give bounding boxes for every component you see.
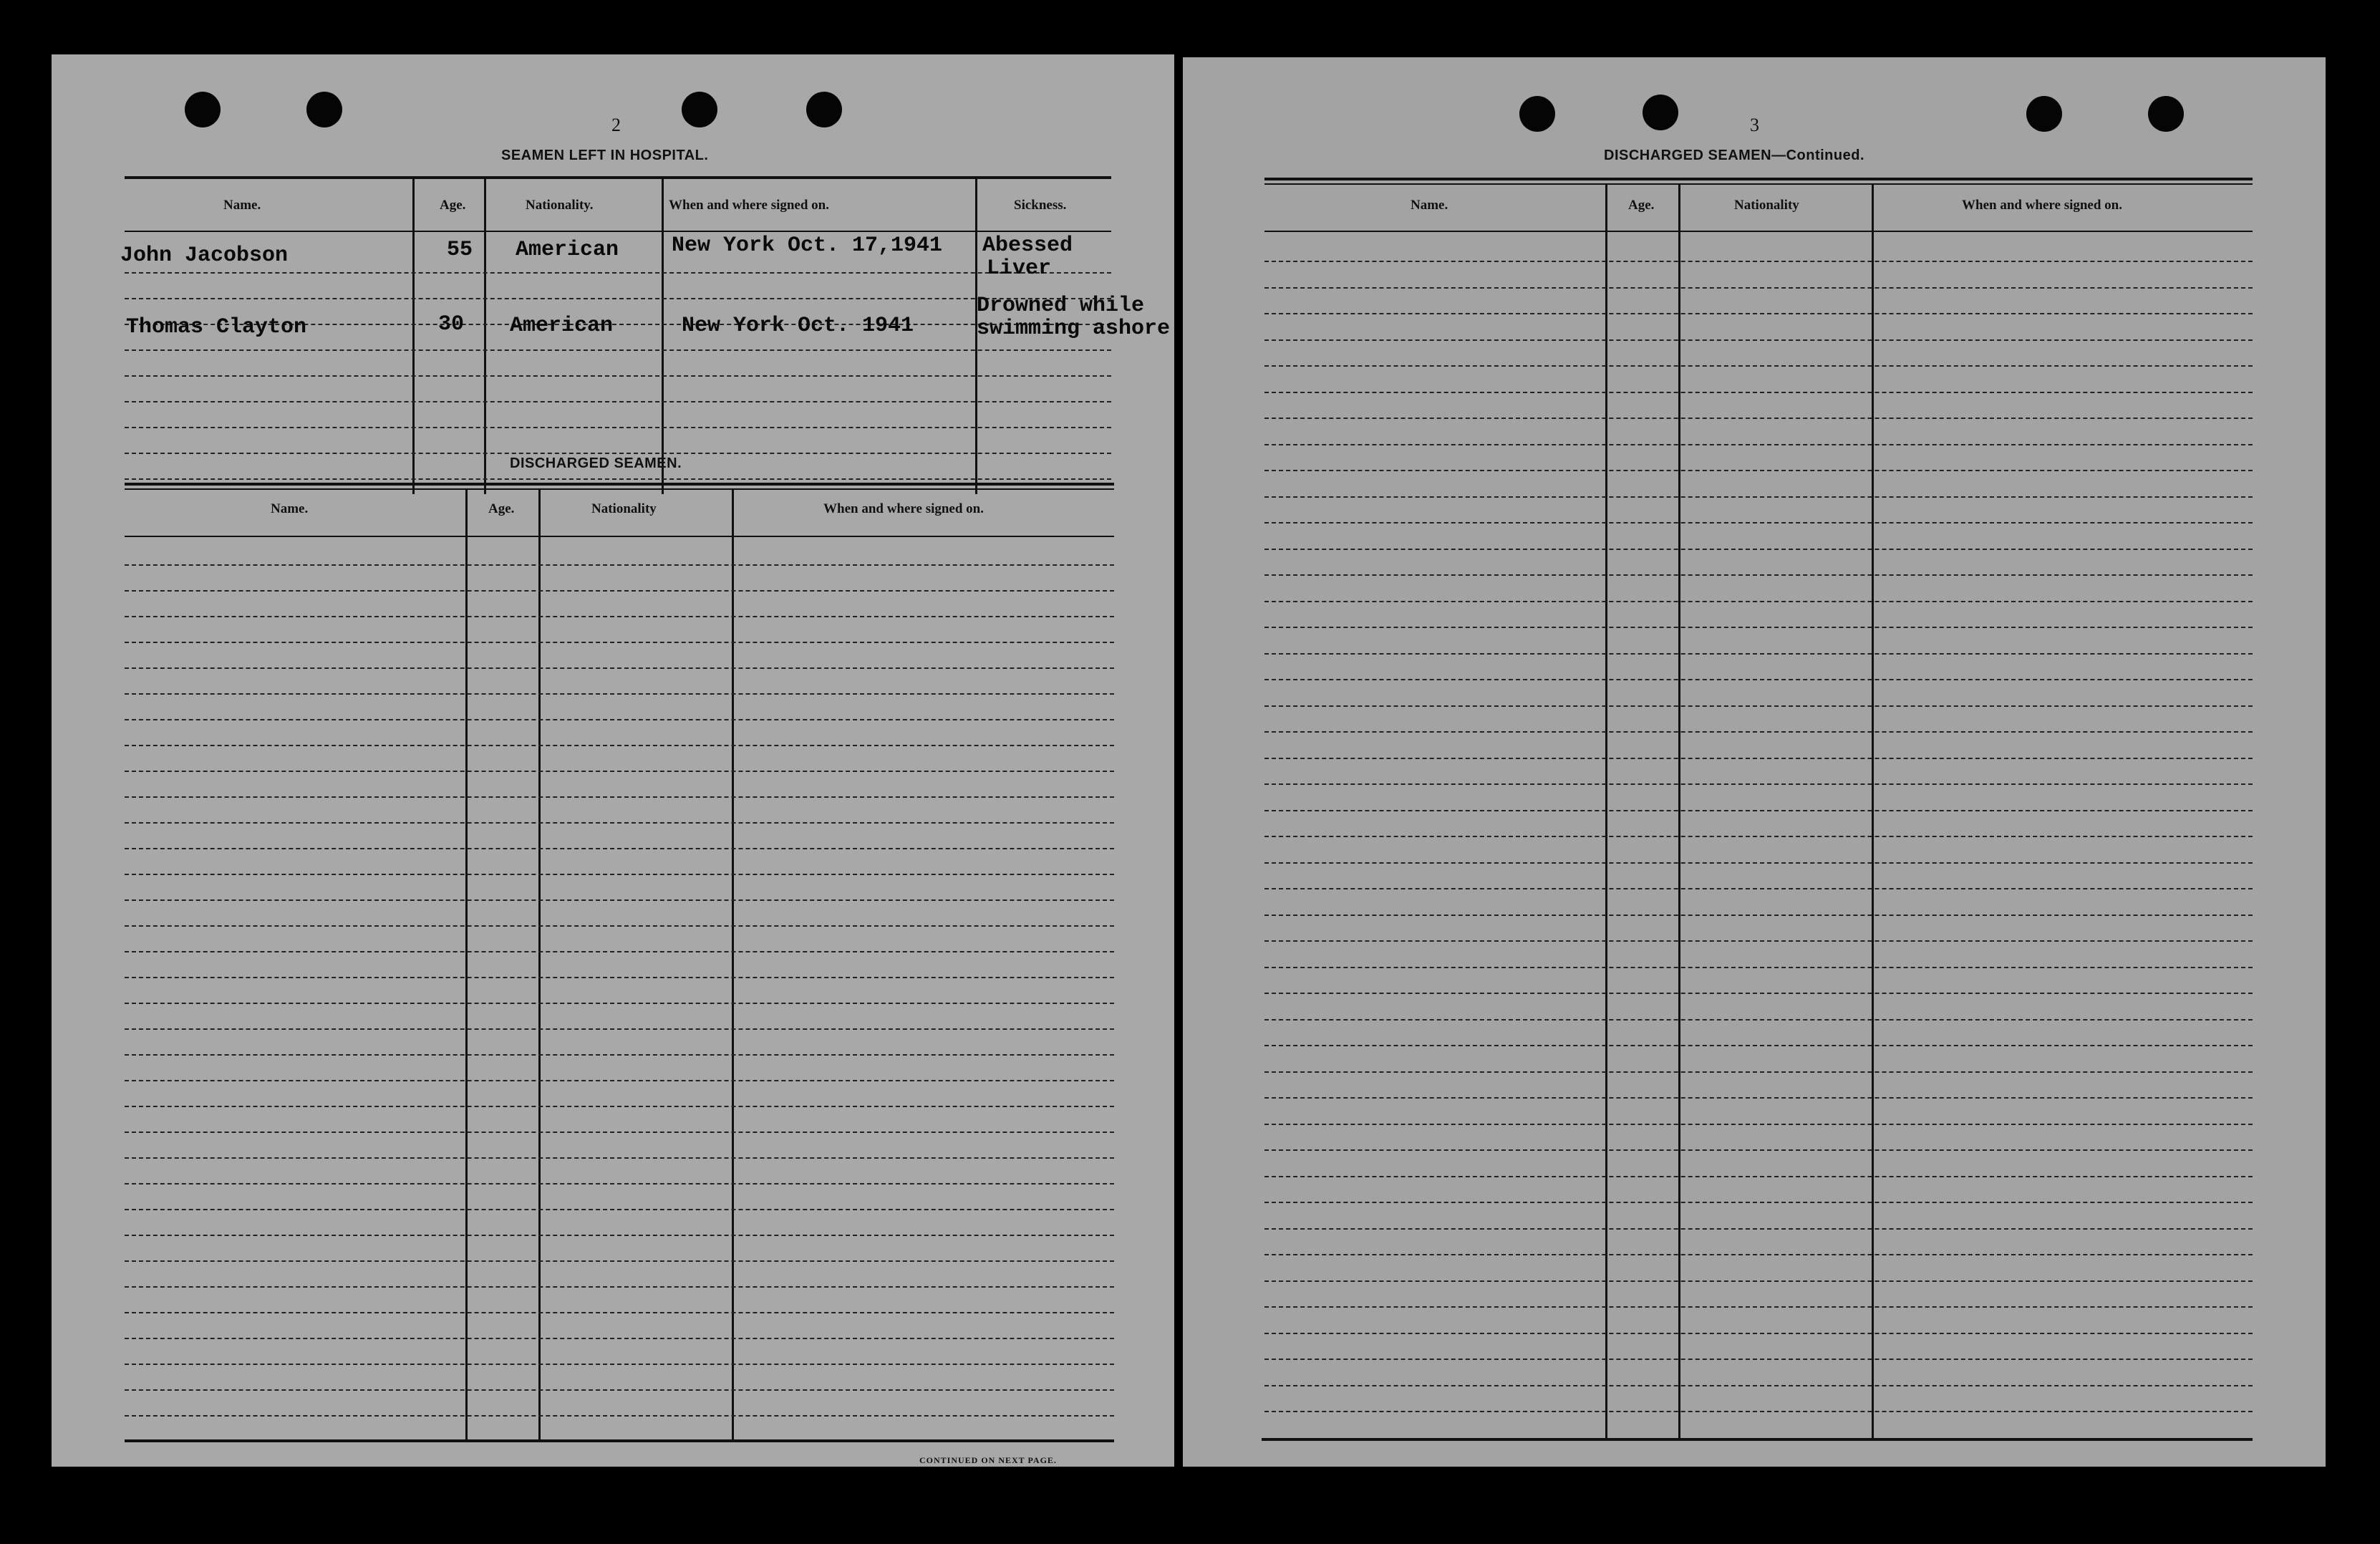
ruled-line	[1264, 1333, 2253, 1334]
table-row-sickness-cont: Liver	[987, 256, 1052, 281]
ruled-line	[125, 1260, 1114, 1262]
continued-footer: CONTINUED ON NEXT PAGE.	[919, 1455, 1057, 1465]
col-divider	[1872, 183, 1874, 1439]
ruled-line	[125, 899, 1114, 901]
ruled-line	[1264, 758, 2253, 759]
ruled-line	[125, 822, 1114, 824]
header-rule	[1264, 231, 2253, 232]
table-row-age: 55	[447, 238, 473, 262]
table-row-sickness: Drowned while	[977, 294, 1145, 318]
ruled-line	[125, 564, 1114, 566]
ruled-line	[1264, 627, 2253, 628]
table-row-nationality: American	[510, 314, 614, 338]
table-row-name: Thomas Clayton	[126, 315, 307, 339]
ruled-line	[125, 1157, 1114, 1159]
ruled-line	[125, 1106, 1114, 1107]
table-row-nationality: American	[516, 238, 619, 262]
col-header-nationality: Nationality	[591, 501, 657, 516]
col-header-name: Name.	[1411, 198, 1448, 213]
col-header-sickness: Sickness.	[1014, 198, 1067, 213]
ruled-line	[1264, 1202, 2253, 1203]
ruled-line	[1264, 967, 2253, 968]
col-divider	[662, 179, 664, 494]
ruled-line	[1264, 1019, 2253, 1021]
right-page	[1183, 57, 2326, 1467]
ruled-line	[125, 642, 1114, 643]
table-bottom-rule	[125, 1439, 1114, 1442]
ruled-line	[125, 1286, 1114, 1288]
ruled-line	[125, 977, 1114, 978]
ruled-line	[1264, 365, 2253, 367]
col-header-nationality: Nationality	[1734, 198, 1799, 213]
ruled-line	[125, 667, 1114, 669]
ruled-line	[125, 1235, 1114, 1236]
ruled-line	[125, 796, 1114, 798]
punch-hole	[306, 92, 342, 127]
ruled-line	[1264, 915, 2253, 916]
page-number: 2	[611, 115, 621, 135]
ruled-line	[125, 1003, 1114, 1004]
col-header-age: Age.	[488, 501, 515, 516]
ruled-line	[1264, 1306, 2253, 1308]
ruled-line	[1264, 496, 2253, 498]
col-divider	[484, 179, 486, 494]
ruled-line	[1264, 522, 2253, 523]
table-row-signed-on: New York Oct. 17,1941	[672, 233, 943, 258]
col-header-age: Age.	[440, 198, 466, 213]
ruled-line	[1264, 888, 2253, 889]
ruled-line	[1264, 287, 2253, 289]
punch-hole	[185, 92, 221, 127]
ruled-line	[125, 925, 1114, 927]
table-row-sickness-cont: swimming ashore	[977, 317, 1171, 341]
table-row-age: 30	[438, 312, 465, 337]
col-divider	[465, 488, 468, 1441]
ruled-line	[1264, 1071, 2253, 1073]
ruled-line	[1264, 1385, 2253, 1386]
ruled-line	[1264, 261, 2253, 262]
ruled-line	[1264, 836, 2253, 837]
col-divider	[538, 488, 541, 1441]
col-divider	[732, 488, 734, 1441]
table-top-rule	[125, 483, 1114, 486]
hospital-section-title: SEAMEN LEFT IN HOSPITAL.	[501, 148, 709, 163]
table-top-rule	[1264, 183, 2253, 185]
ruled-line	[1264, 574, 2253, 576]
ruled-line	[1264, 1124, 2253, 1125]
ruled-line	[1264, 731, 2253, 733]
ruled-line	[125, 590, 1114, 592]
ruled-line	[1264, 1411, 2253, 1412]
ruled-line	[125, 1080, 1114, 1081]
col-header-signed-on: When and where signed on.	[823, 501, 985, 516]
ruled-line	[1264, 862, 2253, 864]
ruled-line	[1264, 313, 2253, 314]
ruled-line	[125, 951, 1114, 952]
ruled-line	[125, 1132, 1114, 1133]
ruled-line	[1264, 783, 2253, 785]
ruled-line	[125, 1415, 1114, 1417]
ruled-line	[125, 1183, 1114, 1184]
col-header-age: Age.	[1628, 198, 1655, 213]
col-divider	[412, 179, 415, 494]
col-header-signed-on: When and where signed on.	[1962, 198, 2123, 213]
col-header-signed-on: When and where signed on.	[669, 198, 830, 213]
page-title: DISCHARGED SEAMEN—Continued.	[1604, 148, 1864, 163]
table-top-rule	[125, 488, 1114, 490]
page-number: 3	[1750, 115, 1759, 135]
ruled-line	[125, 1364, 1114, 1365]
col-divider	[1605, 183, 1607, 1439]
ruled-line	[1264, 1149, 2253, 1151]
table-row-name: John Jacobson	[120, 243, 289, 268]
punch-hole	[1519, 96, 1555, 132]
ruled-line	[1264, 1254, 2253, 1255]
ruled-line	[125, 616, 1114, 617]
ruled-line	[1264, 549, 2253, 550]
ruled-line	[125, 693, 1114, 695]
ruled-line	[1264, 810, 2253, 811]
ruled-line	[1264, 444, 2253, 445]
ruled-line	[125, 1054, 1114, 1056]
table-top-rule	[125, 176, 1111, 179]
ruled-line	[125, 1209, 1114, 1210]
table-row-signed-on: New York Oct. 1941	[682, 314, 914, 338]
ruled-line	[1264, 1176, 2253, 1177]
ruled-line	[1264, 679, 2253, 680]
col-header-name: Name.	[271, 501, 309, 516]
ruled-line	[1264, 1097, 2253, 1099]
ruled-line	[1264, 993, 2253, 994]
header-rule	[125, 536, 1114, 537]
col-divider	[1678, 183, 1680, 1439]
left-page	[52, 54, 1174, 1467]
ruled-line	[125, 719, 1114, 720]
ruled-line	[1264, 418, 2253, 419]
ruled-line	[125, 1028, 1114, 1030]
ruled-line	[1264, 1045, 2253, 1046]
ruled-line	[1264, 339, 2253, 341]
ruled-line	[1264, 653, 2253, 655]
ruled-line	[125, 1312, 1114, 1313]
col-header-name: Name.	[223, 198, 261, 213]
table-bottom-rule	[1262, 1438, 2253, 1441]
ruled-line	[125, 745, 1114, 746]
ruled-line	[125, 1389, 1114, 1391]
header-rule	[125, 231, 1111, 232]
ruled-line	[125, 771, 1114, 772]
discharged-section-title: DISCHARGED SEAMEN.	[510, 455, 682, 471]
punch-hole	[2026, 96, 2062, 132]
table-row-sickness: Abessed	[982, 233, 1073, 258]
ruled-line	[1264, 705, 2253, 707]
table-top-rule	[1264, 178, 2253, 180]
ruled-line	[125, 874, 1114, 875]
ruled-line	[1264, 1359, 2253, 1360]
ruled-line	[125, 1338, 1114, 1339]
punch-hole	[1643, 95, 1678, 130]
punch-hole	[682, 92, 717, 127]
ruled-line	[1264, 601, 2253, 602]
ruled-line	[1264, 940, 2253, 942]
col-header-nationality: Nationality.	[526, 198, 594, 213]
punch-hole	[806, 92, 842, 127]
punch-hole	[2148, 96, 2184, 132]
ruled-line	[125, 848, 1114, 849]
ruled-line	[1264, 1228, 2253, 1230]
ruled-line	[1264, 1280, 2253, 1282]
ruled-line	[1264, 392, 2253, 393]
ruled-line	[1264, 470, 2253, 471]
